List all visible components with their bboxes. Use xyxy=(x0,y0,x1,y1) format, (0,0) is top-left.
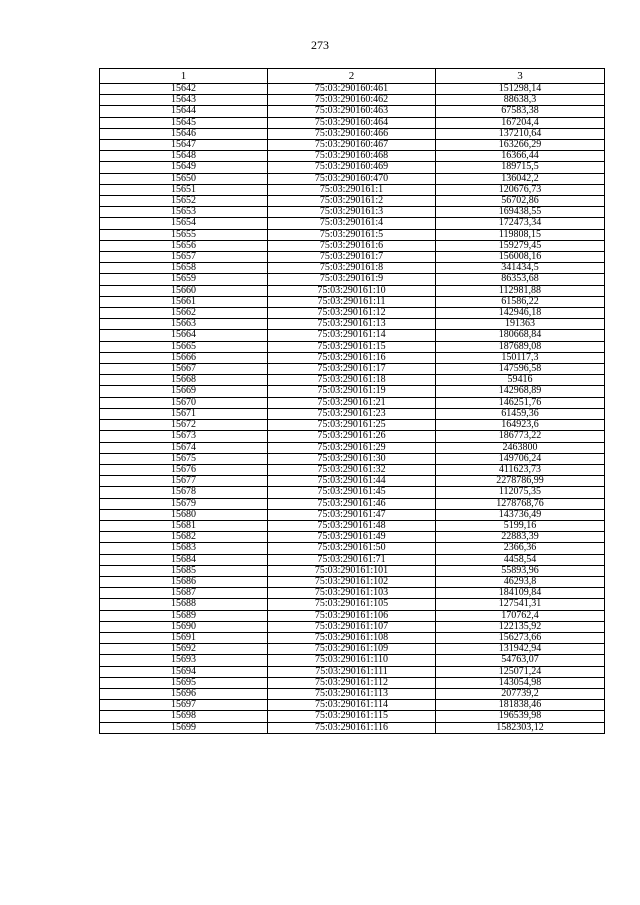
row-number-cell: 15696 xyxy=(100,688,268,699)
value-cell: 88638,3 xyxy=(436,95,605,106)
cadastral-number-cell: 75:03:290161:4 xyxy=(268,218,436,229)
cadastral-number-cell: 75:03:290161:15 xyxy=(268,341,436,352)
value-cell: 120676,73 xyxy=(436,184,605,195)
value-cell: 142968,89 xyxy=(436,386,605,397)
table-row xyxy=(100,576,605,587)
cadastral-number-cell: 75:03:290161:102 xyxy=(268,576,436,587)
value-cell: 143054,98 xyxy=(436,677,605,688)
cadastral-number-cell: 75:03:290161:47 xyxy=(268,509,436,520)
row-number-cell: 15687 xyxy=(100,588,268,599)
table-row xyxy=(100,386,605,397)
cadastral-number-cell: 75:03:290161:18 xyxy=(268,375,436,386)
page-number: 273 xyxy=(311,38,329,52)
column-header-2: 2 xyxy=(268,69,436,84)
value-cell: 55893,96 xyxy=(436,565,605,576)
table-row xyxy=(100,588,605,599)
value-cell: 186773,22 xyxy=(436,431,605,442)
value-cell: 146251,76 xyxy=(436,397,605,408)
cadastral-number-cell: 75:03:290161:21 xyxy=(268,397,436,408)
value-cell: 54763,07 xyxy=(436,655,605,666)
row-number-cell: 15688 xyxy=(100,599,268,610)
row-number-cell: 15653 xyxy=(100,207,268,218)
row-number-cell: 15692 xyxy=(100,644,268,655)
cadastral-number-cell: 75:03:290161:13 xyxy=(268,319,436,330)
table-row xyxy=(100,599,605,610)
value-cell: 59416 xyxy=(436,375,605,386)
cadastral-number-cell: 75:03:290161:10 xyxy=(268,285,436,296)
value-cell: 125071,24 xyxy=(436,666,605,677)
table-row xyxy=(100,722,605,733)
table-row xyxy=(100,151,605,162)
cadastral-number-cell: 75:03:290161:110 xyxy=(268,655,436,666)
table-row xyxy=(100,476,605,487)
cadastral-number-cell: 75:03:290161:12 xyxy=(268,308,436,319)
value-cell: 86353,68 xyxy=(436,274,605,285)
cadastral-number-cell: 75:03:290161:6 xyxy=(268,240,436,251)
row-number-cell: 15657 xyxy=(100,252,268,263)
table-row xyxy=(100,229,605,240)
cadastral-number-cell: 75:03:290161:71 xyxy=(268,554,436,565)
table-row xyxy=(100,420,605,431)
table-row xyxy=(100,610,605,621)
cadastral-number-cell: 75:03:290161:103 xyxy=(268,588,436,599)
cadastral-number-cell: 75:03:290161:50 xyxy=(268,543,436,554)
cadastral-number-cell: 75:03:290160:467 xyxy=(268,140,436,151)
row-number-cell: 15682 xyxy=(100,532,268,543)
value-cell: 127541,31 xyxy=(436,599,605,610)
table-row xyxy=(100,431,605,442)
row-number-cell: 15667 xyxy=(100,364,268,375)
table-row xyxy=(100,162,605,173)
value-cell: 187689,08 xyxy=(436,341,605,352)
row-number-cell: 15660 xyxy=(100,285,268,296)
value-cell: 156008,16 xyxy=(436,252,605,263)
cadastral-number-cell: 75:03:290161:49 xyxy=(268,532,436,543)
row-number-cell: 15658 xyxy=(100,263,268,274)
row-number-cell: 15670 xyxy=(100,397,268,408)
cadastral-number-cell: 75:03:290161:44 xyxy=(268,476,436,487)
row-number-cell: 15651 xyxy=(100,184,268,195)
cadastral-number-cell: 75:03:290161:112 xyxy=(268,677,436,688)
row-number-cell: 15676 xyxy=(100,464,268,475)
table-row xyxy=(100,532,605,543)
table-row xyxy=(100,95,605,106)
table-body xyxy=(100,84,605,734)
row-number-cell: 15673 xyxy=(100,431,268,442)
cadastral-number-cell: 75:03:290161:32 xyxy=(268,464,436,475)
value-cell: 137210,64 xyxy=(436,128,605,139)
table-row xyxy=(100,655,605,666)
table-row xyxy=(100,308,605,319)
cadastral-number-cell: 75:03:290160:463 xyxy=(268,106,436,117)
value-cell: 147596,58 xyxy=(436,364,605,375)
table-row xyxy=(100,218,605,229)
row-number-cell: 15654 xyxy=(100,218,268,229)
table-row xyxy=(100,196,605,207)
table-row xyxy=(100,666,605,677)
table-row xyxy=(100,319,605,330)
cadastral-number-cell: 75:03:290161:107 xyxy=(268,621,436,632)
value-cell: 196539,98 xyxy=(436,711,605,722)
cadastral-number-cell: 75:03:290161:108 xyxy=(268,632,436,643)
cadastral-number-cell: 75:03:290161:2 xyxy=(268,196,436,207)
column-header-1: 1 xyxy=(100,69,268,84)
value-cell: 341434,5 xyxy=(436,263,605,274)
cadastral-number-cell: 75:03:290161:26 xyxy=(268,431,436,442)
row-number-cell: 15690 xyxy=(100,621,268,632)
value-cell: 180668,84 xyxy=(436,330,605,341)
cadastral-number-cell: 75:03:290161:106 xyxy=(268,610,436,621)
cadastral-number-cell: 75:03:290161:7 xyxy=(268,252,436,263)
table-row xyxy=(100,173,605,184)
cadastral-number-cell: 75:03:290161:109 xyxy=(268,644,436,655)
cadastral-number-cell: 75:03:290161:23 xyxy=(268,408,436,419)
table-row xyxy=(100,487,605,498)
table-row xyxy=(100,520,605,531)
row-number-cell: 15699 xyxy=(100,722,268,733)
value-cell: 150117,3 xyxy=(436,352,605,363)
row-number-cell: 15674 xyxy=(100,442,268,453)
row-number-cell: 15659 xyxy=(100,274,268,285)
value-cell: 2278786,99 xyxy=(436,476,605,487)
row-number-cell: 15655 xyxy=(100,229,268,240)
value-cell: 56702,86 xyxy=(436,196,605,207)
row-number-cell: 15662 xyxy=(100,308,268,319)
value-cell: 46293,8 xyxy=(436,576,605,587)
cadastral-number-cell: 75:03:290161:116 xyxy=(268,722,436,733)
table-row xyxy=(100,688,605,699)
row-number-cell: 15695 xyxy=(100,677,268,688)
table-row xyxy=(100,397,605,408)
row-number-cell: 15666 xyxy=(100,352,268,363)
value-cell: 61586,22 xyxy=(436,296,605,307)
row-number-cell: 15680 xyxy=(100,509,268,520)
value-cell: 1278768,76 xyxy=(436,498,605,509)
cadastral-number-cell: 75:03:290161:11 xyxy=(268,296,436,307)
row-number-cell: 15693 xyxy=(100,655,268,666)
table-row xyxy=(100,565,605,576)
row-number-cell: 15672 xyxy=(100,420,268,431)
cadastral-number-cell: 75:03:290161:111 xyxy=(268,666,436,677)
value-cell: 2463800 xyxy=(436,442,605,453)
row-number-cell: 15669 xyxy=(100,386,268,397)
value-cell: 411623,73 xyxy=(436,464,605,475)
row-number-cell: 15664 xyxy=(100,330,268,341)
value-cell: 5199,16 xyxy=(436,520,605,531)
row-number-cell: 15661 xyxy=(100,296,268,307)
table-row xyxy=(100,700,605,711)
registry-table xyxy=(99,68,605,734)
table-row xyxy=(100,375,605,386)
cadastral-number-cell: 75:03:290160:469 xyxy=(268,162,436,173)
table-row xyxy=(100,84,605,95)
cadastral-number-cell: 75:03:290161:1 xyxy=(268,184,436,195)
row-number-cell: 15650 xyxy=(100,173,268,184)
table-row xyxy=(100,554,605,565)
cadastral-number-cell: 75:03:290161:3 xyxy=(268,207,436,218)
cadastral-number-cell: 75:03:290161:29 xyxy=(268,442,436,453)
cadastral-number-cell: 75:03:290161:46 xyxy=(268,498,436,509)
value-cell: 149706,24 xyxy=(436,453,605,464)
table-row xyxy=(100,498,605,509)
cadastral-number-cell: 75:03:290161:25 xyxy=(268,420,436,431)
row-number-cell: 15675 xyxy=(100,453,268,464)
table-row xyxy=(100,252,605,263)
row-number-cell: 15683 xyxy=(100,543,268,554)
cadastral-number-cell: 75:03:290160:466 xyxy=(268,128,436,139)
value-cell: 164923,6 xyxy=(436,420,605,431)
row-number-cell: 15686 xyxy=(100,576,268,587)
value-cell: 112981,88 xyxy=(436,285,605,296)
value-cell: 1582303,12 xyxy=(436,722,605,733)
row-number-cell: 15665 xyxy=(100,341,268,352)
table-row xyxy=(100,263,605,274)
value-cell: 142946,18 xyxy=(436,308,605,319)
cadastral-number-cell: 75:03:290161:101 xyxy=(268,565,436,576)
row-number-cell: 15644 xyxy=(100,106,268,117)
cadastral-number-cell: 75:03:290160:461 xyxy=(268,84,436,95)
table-row xyxy=(100,296,605,307)
value-cell: 156273,66 xyxy=(436,632,605,643)
row-number-cell: 15685 xyxy=(100,565,268,576)
value-cell: 169438,55 xyxy=(436,207,605,218)
value-cell: 184109,84 xyxy=(436,588,605,599)
cadastral-number-cell: 75:03:290161:19 xyxy=(268,386,436,397)
cadastral-number-cell: 75:03:290161:5 xyxy=(268,229,436,240)
table-row xyxy=(100,240,605,251)
row-number-cell: 15677 xyxy=(100,476,268,487)
row-number-cell: 15646 xyxy=(100,128,268,139)
row-number-cell: 15694 xyxy=(100,666,268,677)
table-row xyxy=(100,464,605,475)
cadastral-number-cell: 75:03:290161:14 xyxy=(268,330,436,341)
cadastral-number-cell: 75:03:290161:16 xyxy=(268,352,436,363)
row-number-cell: 15643 xyxy=(100,95,268,106)
value-cell: 191363 xyxy=(436,319,605,330)
row-number-cell: 15698 xyxy=(100,711,268,722)
row-number-cell: 15679 xyxy=(100,498,268,509)
value-cell: 159279,45 xyxy=(436,240,605,251)
value-cell: 4458,54 xyxy=(436,554,605,565)
row-number-cell: 15649 xyxy=(100,162,268,173)
value-cell: 61459,36 xyxy=(436,408,605,419)
value-cell: 151298,14 xyxy=(436,84,605,95)
cadastral-number-cell: 75:03:290161:115 xyxy=(268,711,436,722)
value-cell: 131942,94 xyxy=(436,644,605,655)
value-cell: 122135,92 xyxy=(436,621,605,632)
row-number-cell: 15668 xyxy=(100,375,268,386)
row-number-cell: 15678 xyxy=(100,487,268,498)
table-row xyxy=(100,285,605,296)
row-number-cell: 15684 xyxy=(100,554,268,565)
cadastral-number-cell: 75:03:290161:9 xyxy=(268,274,436,285)
cadastral-number-cell: 75:03:290161:114 xyxy=(268,700,436,711)
table-row xyxy=(100,341,605,352)
row-number-cell: 15689 xyxy=(100,610,268,621)
value-cell: 22883,39 xyxy=(436,532,605,543)
table-row xyxy=(100,621,605,632)
row-number-cell: 15648 xyxy=(100,151,268,162)
row-number-cell: 15645 xyxy=(100,117,268,128)
table-row xyxy=(100,140,605,151)
cadastral-number-cell: 75:03:290161:30 xyxy=(268,453,436,464)
value-cell: 143736,49 xyxy=(436,509,605,520)
cadastral-number-cell: 75:03:290161:48 xyxy=(268,520,436,531)
table-row xyxy=(100,543,605,554)
row-number-cell: 15656 xyxy=(100,240,268,251)
table-row xyxy=(100,184,605,195)
table-row xyxy=(100,364,605,375)
table-row xyxy=(100,330,605,341)
table-row xyxy=(100,509,605,520)
column-header-3: 3 xyxy=(436,69,605,84)
table-row xyxy=(100,117,605,128)
value-cell: 207739,2 xyxy=(436,688,605,699)
value-cell: 119808,15 xyxy=(436,229,605,240)
table-row xyxy=(100,207,605,218)
row-number-cell: 15642 xyxy=(100,84,268,95)
value-cell: 112075,35 xyxy=(436,487,605,498)
value-cell: 172473,34 xyxy=(436,218,605,229)
header-row xyxy=(100,69,605,84)
row-number-cell: 15671 xyxy=(100,408,268,419)
value-cell: 67583,38 xyxy=(436,106,605,117)
cadastral-number-cell: 75:03:290161:105 xyxy=(268,599,436,610)
value-cell: 170762,4 xyxy=(436,610,605,621)
value-cell: 2366,36 xyxy=(436,543,605,554)
table-row xyxy=(100,408,605,419)
cadastral-number-cell: 75:03:290161:45 xyxy=(268,487,436,498)
row-number-cell: 15663 xyxy=(100,319,268,330)
value-cell: 163266,29 xyxy=(436,140,605,151)
table-row xyxy=(100,644,605,655)
cadastral-number-cell: 75:03:290161:17 xyxy=(268,364,436,375)
cadastral-number-cell: 75:03:290161:8 xyxy=(268,263,436,274)
table-row xyxy=(100,352,605,363)
cadastral-number-cell: 75:03:290160:470 xyxy=(268,173,436,184)
table-row xyxy=(100,274,605,285)
row-number-cell: 15691 xyxy=(100,632,268,643)
table-row xyxy=(100,128,605,139)
table-row xyxy=(100,442,605,453)
table-row xyxy=(100,106,605,117)
table-row xyxy=(100,677,605,688)
table-row xyxy=(100,453,605,464)
table-header xyxy=(100,69,605,84)
row-number-cell: 15681 xyxy=(100,520,268,531)
cadastral-number-cell: 75:03:290160:464 xyxy=(268,117,436,128)
row-number-cell: 15647 xyxy=(100,140,268,151)
value-cell: 136042,2 xyxy=(436,173,605,184)
table-row xyxy=(100,711,605,722)
value-cell: 167204,4 xyxy=(436,117,605,128)
row-number-cell: 15652 xyxy=(100,196,268,207)
cadastral-number-cell: 75:03:290160:462 xyxy=(268,95,436,106)
value-cell: 181838,46 xyxy=(436,700,605,711)
cadastral-number-cell: 75:03:290160:468 xyxy=(268,151,436,162)
cadastral-number-cell: 75:03:290161:113 xyxy=(268,688,436,699)
value-cell: 189715,5 xyxy=(436,162,605,173)
value-cell: 16366,44 xyxy=(436,151,605,162)
table-row xyxy=(100,632,605,643)
row-number-cell: 15697 xyxy=(100,700,268,711)
